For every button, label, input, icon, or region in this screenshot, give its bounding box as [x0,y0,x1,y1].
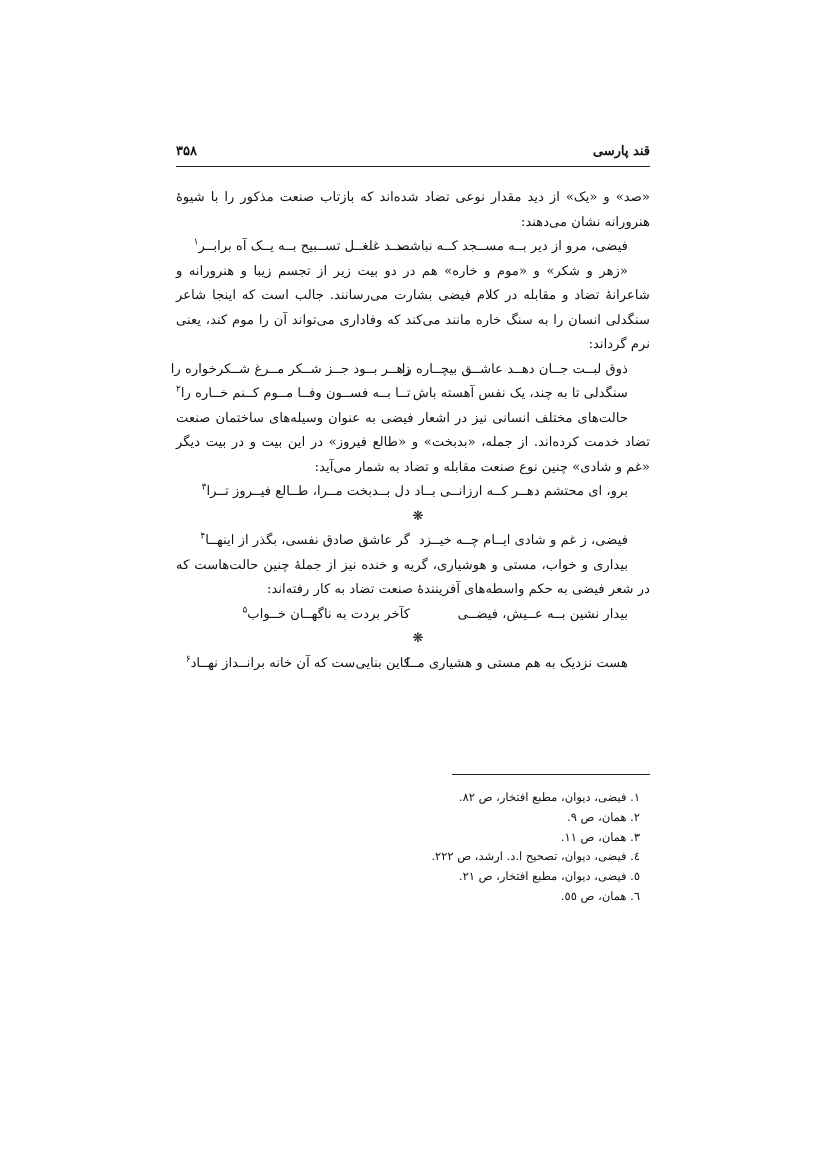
verse-3 [176,382,650,407]
footnote-ref-1: ۱ [193,237,199,248]
journal-title: قند پارسی [592,144,650,159]
paragraph-4: بیداری و خواب، مستی و هوشیاری، گریه و خنده نیز از جملهٔ چنین حالت‌هاست که در شعر فیضی به حکم واسطه‌های آفرینندهٔ صنعت تضاد به کار رفته‌اند: [176,557,650,597]
verse-4-hemistich-1: برو، ای محتشم دهــر کــه ارزانــی بــاد [414,484,628,499]
header-rule [176,166,650,167]
verse-2-hemistich-1: ذوق لبــت جــان دهــد عاشــق بیچــاره را [401,361,628,377]
verse-2-hemistich-2: زهــر بــود جــز شــکر مــرغ شــکرخواره را [170,361,410,377]
page-number: ۳۵۸ [176,144,197,159]
verse-4-hemistich-2: دل بــدبخت مــرا، طــالع فیــروز تــرا$^۳$ [201,482,410,499]
verse-6-hemistich-1: بیدار نشین بــه عــیش، فیضــی [457,606,628,622]
verse-5-hemistich-2: گر عاشق صادق نفسی، بگذر از اینهــا$^۴$ [200,531,410,548]
paragraph-2: «زهر و شکر» و «موم و خاره» هم در دو بیت زیر از تجسم زیبا و هنرورانه و شاعرانهٔ تضاد و مقابله در کلام فیضی بشارت می‌رسانند. جالب است که اینجا شاعر سنگدلی انسان را به سنگ خاره مانند می‌کند که وفاداری می‌تواند آن را موم کند، یعنی نرم گرداند: [176,263,650,352]
footnote-item: ۲. همان، ص ۹. [567,809,640,824]
footnote-item: ٦. همان، ص ٥٥. [560,888,640,903]
footnote-rule [452,774,650,775]
verse-7-hemistich-2: کاین بنایی‌ست که آن خانه برانــداز نهــاد$^۶$ [185,654,410,671]
footnote-item: ٥. فیضی، دیوان، مطبع افتخار، ص ۲۱. [458,869,640,884]
verse-2 [170,358,650,383]
verse-7-hemistich-1: هست نزدیک به هم مستی و هشیاری مــا [405,655,628,671]
footnote-ref-6: ۶ [185,654,191,665]
verse-5 [176,529,650,554]
footnote-ref-2: ۲ [176,384,181,395]
verse-3-hemistich-1: سنگدلی تا به چند، یک نفس آهسته باش [412,386,628,401]
footnote-item: ۱. فیضی، دیوان، مطبع افتخار، ص ۸۲. [458,790,640,804]
footnote-ref-4: ۴ [200,531,206,542]
verse-1-hemistich-1: فیضی، مرو از دیر بــه مســجد کــه نباشــد [395,239,628,254]
footnotes [176,788,650,907]
page-header [176,144,650,164]
verse-7 [176,652,650,677]
verse-6-hemistich-2: کآخر بردت به ناگهــان خــواب$^۵$ [242,605,410,622]
paragraph-1: «صد» و «یک» از دید مقدار نوعی تضاد شده‌اند که بازتاب صنعت مذکور را با شیوهٔ هنرورانه نشان می‌دهند: [176,190,650,230]
footnote-item: ۳. همان، ص ۱۱. [560,829,640,844]
separator-star: ❋ [412,631,424,646]
verse-1 [176,235,650,260]
body-text [170,186,650,676]
footnote-ref-3: ۳ [201,482,207,493]
verse-6 [176,603,650,628]
verse-4 [176,480,650,505]
verse-3-hemistich-2: تــا بــه فســون وفــا مــوم کــنم خــاره را$^۲$ [176,384,411,401]
verse-5-hemistich-1: فیضی، ز غم و شادی ایــام چــه خیــزد [418,533,628,548]
verse-1-hemistich-2: صــد غلغــل تســبیح بــه یــک آه برابــر$^۱$ [193,237,410,254]
footnote-item: ٤. فیضی، دیوان، تصحیح ا.د. ارشد، ص ۲۲۲. [431,849,640,864]
separator-star: ❋ [412,508,424,524]
footnote-ref-5: ۵ [242,605,248,616]
paragraph-3: حالت‌های مختلف انسانی نیز در اشعار فیضی به عنوان وسیله‌های ساختمان صنعت تضاد خدمت کرده‌اند. از جمله، «بدبخت» و «طالع فیروز» در این بیت و در بیت دیگر «غم و شادی» چنین نوع صنعت مقابله و تضاد به شمار می‌آید: [176,410,650,475]
